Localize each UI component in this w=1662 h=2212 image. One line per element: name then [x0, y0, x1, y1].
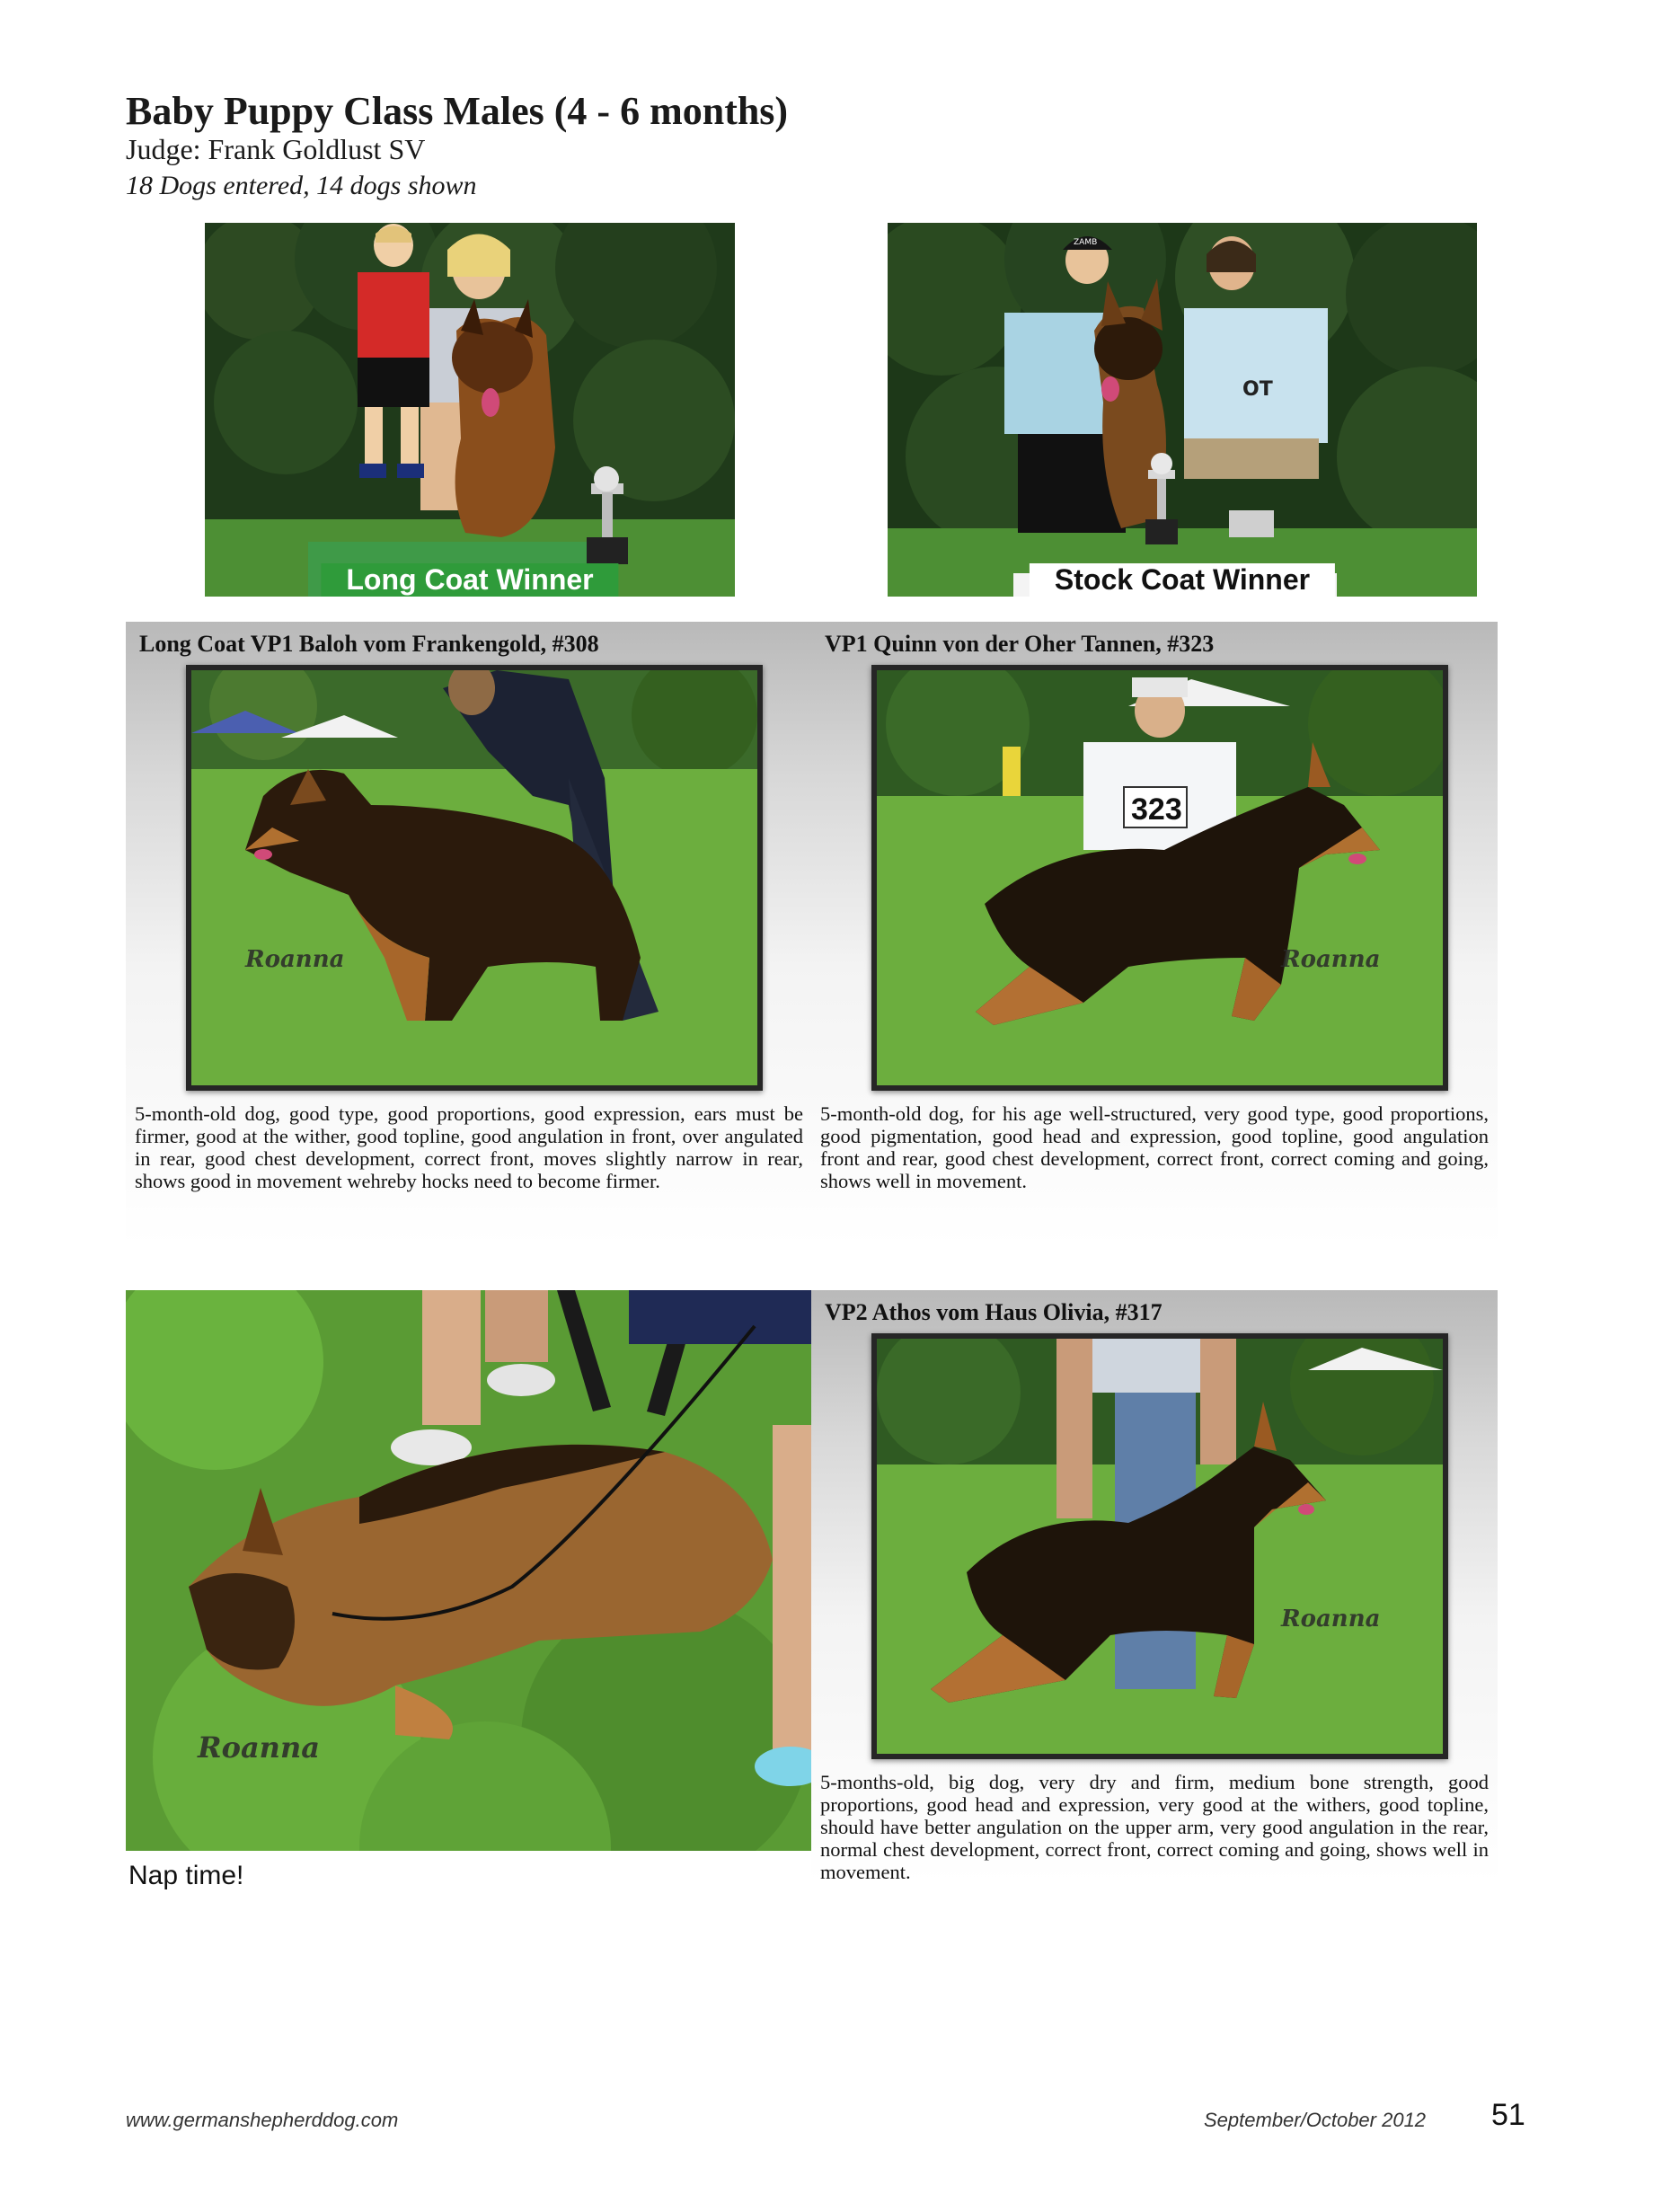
nap-time-caption: Nap time! — [128, 1861, 244, 1890]
photo-watermark: Roanna — [245, 946, 345, 973]
footer-date: September/October 2012 — [1204, 2109, 1427, 2131]
bib-number: 323 — [1131, 792, 1182, 827]
nap-time-photo — [126, 1290, 811, 1851]
footer-url: www.germanshepherddog.com — [126, 2109, 399, 2131]
stock-coat-winner-label: Stock Coat Winner — [1030, 563, 1335, 597]
long-coat-winner-label: Long Coat Winner — [321, 563, 618, 597]
entry-heading: VP1 Quinn von der Oher Tannen, #323 — [825, 631, 1215, 657]
entry-photo-quinn — [871, 665, 1448, 1091]
entry-heading: Long Coat VP1 Baloh vom Frankengold, #308 — [139, 631, 599, 657]
photo-watermark: Roanna — [1281, 1606, 1381, 1632]
judge-line: Judge: Frank Goldlust SV — [126, 133, 426, 165]
entry-photo-baloh — [186, 665, 763, 1091]
entry-description: 5-month-old dog, for his age well-structured, very good type, good proportions, good pigmentation, good head and expression, good topline, good angulation front and rear, good chest development, correct front, correct coming and going, shows well in movement. — [820, 1102, 1489, 1192]
page-title: Baby Puppy Class Males (4 - 6 months) — [126, 89, 789, 133]
photo-watermark: Roanna — [198, 1730, 320, 1765]
entry-photo-athos — [871, 1333, 1448, 1759]
cap-text: ZAMB — [1074, 238, 1098, 247]
entry-card-athos — [811, 1290, 1498, 1883]
long-coat-winner-photo — [205, 223, 735, 597]
entries-line: 18 Dogs entered, 14 dogs shown — [126, 171, 477, 200]
shirt-text: OT — [1242, 378, 1273, 401]
entry-card-baloh — [126, 622, 812, 1246]
entry-heading: VP2 Athos vom Haus Olivia, #317 — [825, 1299, 1163, 1325]
stock-coat-winner-photo — [888, 223, 1477, 597]
photo-watermark: Roanna — [1281, 946, 1381, 973]
entry-card-quinn — [811, 622, 1498, 1246]
page-number: 51 — [1491, 2098, 1525, 2132]
entry-description: 5-months-old, big dog, very dry and firm, medium bone strength, good proportions, good head and expression, very good at the withers, good topline, should have better angulation on the upper arm, very good angulation in the rear, normal chest development, correct front, correct coming and going, shows well in movement. — [820, 1771, 1489, 1883]
entry-description: 5-month-old dog, good type, good proportions, good expression, ears must be firmer, good at the wither, good topline, good angulation in front, over angulated in rear, good chest development, correct front, moves slightly narrow in rear, shows good in movement wehreby hocks need to become firmer. — [135, 1102, 803, 1192]
